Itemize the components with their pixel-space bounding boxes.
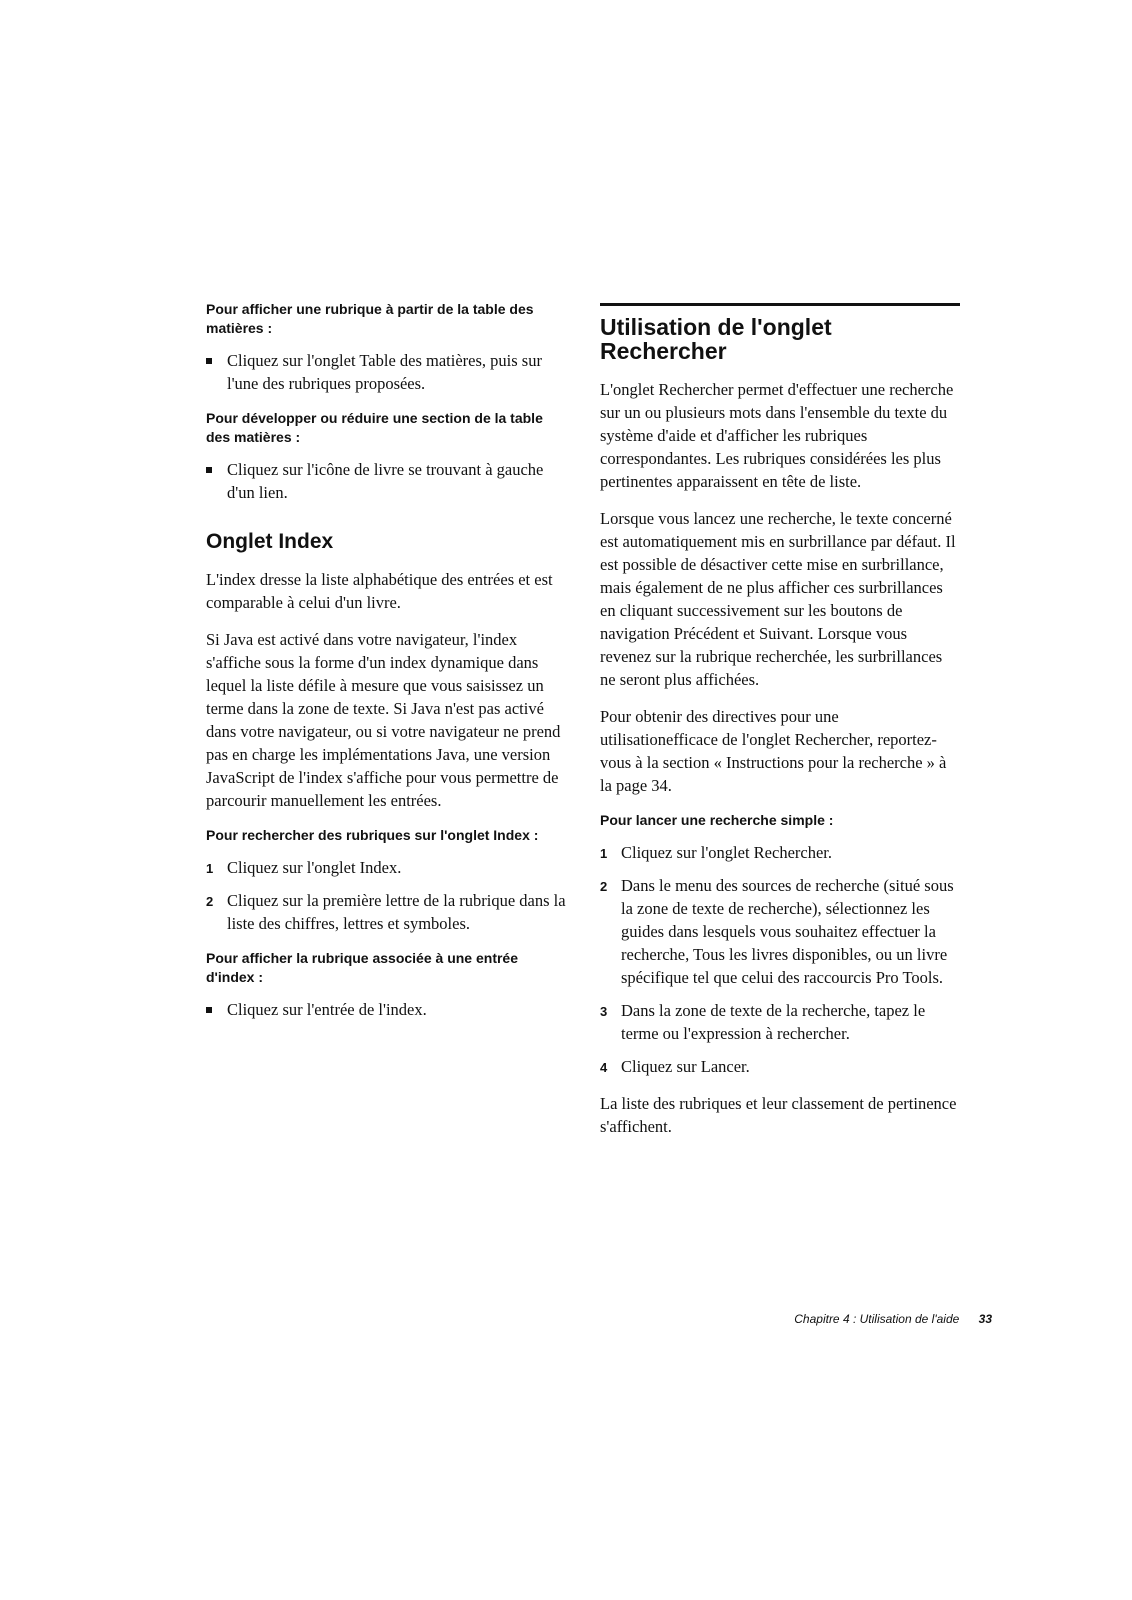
numbered-step: 2 Dans le menu des sources de recherche (situé sous la zone de texte de recherche), sélectionnez les guides dans lesquels vous souhaitez effectuer la recherche, Tous les livres disponibles, ou un livre spécifique tel que celui des raccourcis Pro Tools.	[600, 876, 954, 987]
paragraph: La liste des rubriques et leur classement de pertinence s'affichent.	[600, 1094, 957, 1136]
bullet-item: Cliquez sur l'onglet Table des matières, puis sur l'une des rubriques proposées.	[206, 349, 566, 395]
paragraph: L'index dresse la liste alphabétique des entrées et est comparable à celui d'un livre.	[206, 570, 553, 612]
paragraph: Si Java est activé dans votre navigateur, l'index s'affiche sous la forme d'un index dynamique dans lequel la liste défile à mesure que vous saisissez un terme dans la zone de texte. Si Java n'est pas activé dans votre navigateur, ou si votre navigateur ne prend pas en charge les implémentations Java, une version JavaScript de l'index s'affiche pour vous permettre de parcourir manuellement les entrées.	[206, 630, 561, 810]
section-heading: Utilisation de l'onglet Rechercher	[600, 314, 832, 364]
numbered-step: 2 Cliquez sur la première lettre de la rubrique dans la liste des chiffres, lettres et symboles.	[206, 891, 566, 933]
procedure-heading: Pour lancer une recherche simple :	[600, 812, 834, 828]
bullet-item: Cliquez sur l'icône de livre se trouvant à gauche d'un lien.	[206, 458, 566, 504]
numbered-step: 1 Cliquez sur l'onglet Rechercher.	[600, 843, 832, 862]
bullet-icon	[206, 1007, 212, 1013]
paragraph: Pour obtenir des directives pour une utilisationefficace de l'onglet Rechercher, reportez-vous à la section « Instructions pour la recherche » à la page 34.	[600, 707, 947, 795]
left-column	[206, 300, 566, 1031]
procedure-heading: Pour rechercher des rubriques sur l'onglet Index :	[206, 827, 539, 843]
bullet-icon	[206, 358, 212, 364]
paragraph: Lorsque vous lancez une recherche, le texte concerné est automatiquement mis en surbrillance par défaut. Il est possible de désactiver cette mise en surbrillance, mais également de ne plus afficher ces surbrillances en cliquant successivement sur les boutons de navigation Précédent et Suivant. Lorsque vous revenez sur la rubrique recherchée, les surbrillances ne seront plus affichées.	[600, 509, 956, 689]
right-column	[600, 303, 960, 1152]
section-heading: Onglet Index	[206, 530, 334, 553]
bullet-icon	[206, 467, 212, 473]
procedure-heading: Pour développer ou réduire une section de la table des matières :	[206, 410, 543, 445]
page-number: 33	[978, 1312, 992, 1326]
numbered-step: 1 Cliquez sur l'onglet Index.	[206, 858, 402, 877]
heading-rule	[600, 303, 960, 306]
procedure-heading: Pour afficher une rubrique à partir de la table des matières :	[206, 301, 534, 336]
bullet-item: Cliquez sur l'entrée de l'index.	[206, 998, 566, 1021]
chapter-label: Chapitre 4 : Utilisation de l'aide	[794, 1312, 960, 1326]
numbered-step: 3 Dans la zone de texte de la recherche, tapez le terme ou l'expression à rechercher.	[600, 1001, 926, 1043]
paragraph: L'onglet Rechercher permet d'effectuer une recherche sur un ou plusieurs mots dans l'ensemble du texte du système d'aide et d'afficher les rubriques correspondantes. Les rubriques considérées les plus pertinentes apparaissent en tête de liste.	[600, 380, 954, 491]
page-footer	[794, 1312, 992, 1326]
numbered-step: 4 Cliquez sur Lancer.	[600, 1057, 750, 1076]
procedure-heading: Pour afficher la rubrique associée à une entrée d'index :	[206, 950, 518, 985]
